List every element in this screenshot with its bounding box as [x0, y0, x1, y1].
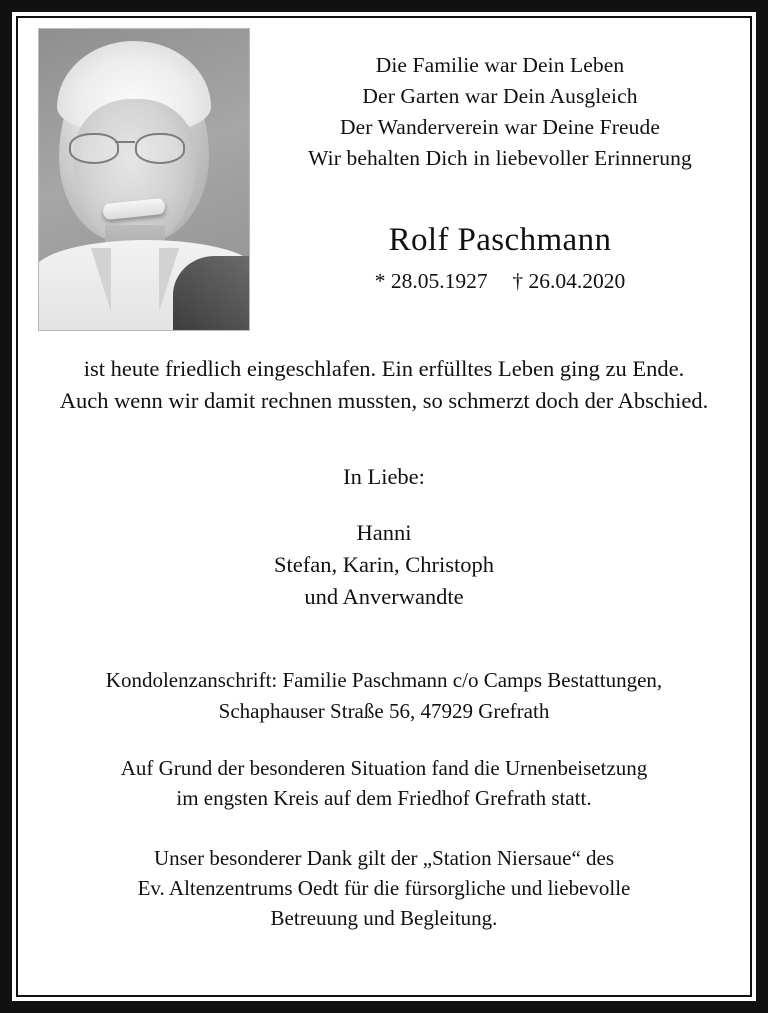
portrait-glasses-bridge [115, 141, 135, 143]
burial-note [58, 753, 710, 813]
portrait-photo [38, 28, 250, 331]
portrait-glasses-right-lens [135, 133, 185, 164]
condolence-address [58, 665, 710, 727]
frame-white-gap [12, 12, 756, 1001]
thanks-line-3: Betreuung und Begleitung. [270, 906, 498, 930]
verse-and-name-column [250, 28, 732, 295]
body-zone [36, 331, 732, 933]
verse-line-4: Wir behalten Dich in liebevoller Erinnerung [308, 146, 692, 170]
verse-line-2: Der Garten war Dein Ausgleich [362, 84, 638, 108]
header-zone [36, 28, 732, 331]
burial-line-2: im engsten Kreis auf dem Friedhof Grefrath statt. [176, 786, 592, 810]
death-symbol: † [512, 269, 524, 293]
condolence-line-1: Kondolenzanschrift: Familie Paschmann c/o Camps Bestattungen, [105, 668, 663, 692]
birth-date: 28.05.1927 [390, 269, 488, 293]
verse-line-1: Die Familie war Dein Leben [375, 53, 625, 77]
deceased-name: Rolf Paschmann [388, 222, 612, 258]
survivor-line-1: Hanni [356, 520, 412, 545]
life-dates [268, 267, 732, 295]
birth-symbol: * [374, 269, 386, 293]
thanks-line-2: Ev. Altenzentrums Oedt für die fürsorgliche und liebevolle [137, 876, 631, 900]
frame-inner-rule [16, 16, 752, 997]
portrait-jacket [173, 256, 250, 331]
closing-label: In Liebe: [343, 464, 425, 489]
portrait-collar-left [91, 248, 111, 312]
thanks-line-1: Unser besonderer Dank gilt der „Station Niersaue“ des [153, 846, 615, 870]
lede-paragraph: ist heute friedlich eingeschlafen. Ein erfülltes Leben ging zu Ende. Auch wenn wir damit rechnen mussten, so schmerzt doch der Abschied. [59, 356, 709, 413]
notice-sheet [18, 18, 750, 995]
survivor-line-3: und Anverwandte [304, 584, 464, 609]
burial-line-1: Auf Grund der besonderen Situation fand die Urnenbeisetzung [120, 756, 648, 780]
thanks-note [58, 843, 710, 933]
verse-line-3: Der Wanderverein war Deine Freude [340, 115, 660, 139]
death-date: 26.04.2020 [528, 269, 626, 293]
survivor-line-2: Stefan, Karin, Christoph [274, 552, 494, 577]
portrait-glasses-left-lens [69, 133, 119, 164]
condolence-line-2: Schaphauser Straße 56, 47929 Grefrath [218, 699, 550, 723]
